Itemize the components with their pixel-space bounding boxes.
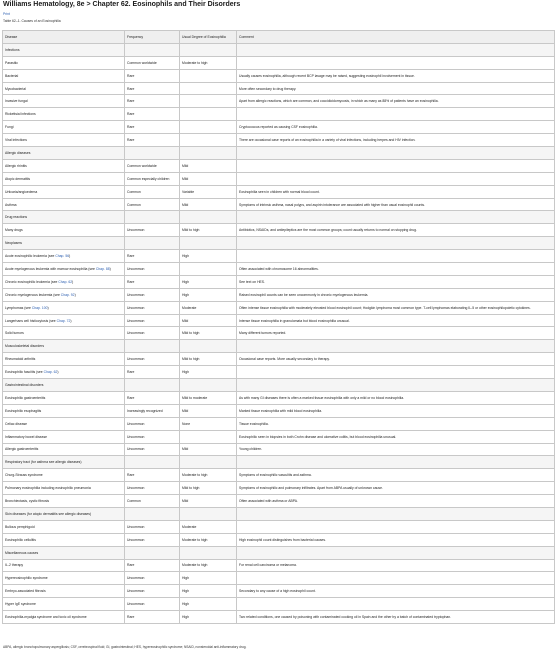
degree-cell: Mild to high [180, 482, 237, 495]
table-header-row [3, 31, 555, 44]
frequency-cell: Uncommon [125, 430, 180, 443]
frequency-cell: Uncommon [125, 263, 180, 276]
degree-cell [180, 430, 237, 443]
section-header-row [3, 379, 555, 392]
disease-cell [3, 263, 125, 276]
comment-cell: Symptoms of eosinophilic vasculitis and asthma. [237, 469, 555, 482]
degree-cell: High [180, 250, 237, 263]
degree-cell [180, 237, 237, 250]
comment-cell: Often intense tissue eosinophilia with moderately elevated blood eosinophil count; Hodgkin lymphoma most common type. T-cell lymphomas elaborating IL-5 or other eosinophilopoietic cytokines. [237, 301, 555, 314]
comment-cell: Symptoms of intrinsic asthma, nasal polyps, and aspirin intolerance are associated with higher than usual eosinophil counts. [237, 198, 555, 211]
degree-cell: Moderate [180, 520, 237, 533]
disease-cell [3, 288, 125, 301]
frequency-cell: Common [125, 495, 180, 508]
disease-cell: Parasitic [3, 56, 125, 69]
disease-cell: Solid tumors [3, 327, 125, 340]
frequency-cell [125, 211, 180, 224]
comment-cell: Eosinophilic seen in biopsies in both Crohn disease and ulcerative colitis, but blood eosinophilia unusual. [237, 430, 555, 443]
disease-cell [3, 314, 125, 327]
frequency-cell: Common [125, 198, 180, 211]
disease-cell: Many drugs [3, 224, 125, 237]
frequency-cell [125, 340, 180, 353]
section-title: Neoplasms [3, 237, 125, 250]
comment-cell [237, 520, 555, 533]
comment-cell [237, 456, 555, 469]
frequency-cell: Rare [125, 95, 180, 108]
table-row [3, 353, 555, 366]
comment-cell: Often associated with chromosome 16 abnormalities. [237, 263, 555, 276]
degree-cell [180, 546, 237, 559]
comment-cell: Raised eosinophil counts can be seen uncommonly in chronic myelogenous leukemia. [237, 288, 555, 301]
disease-cell: Asthma [3, 198, 125, 211]
degree-cell [180, 456, 237, 469]
frequency-cell: Uncommon [125, 327, 180, 340]
comment-cell: There are occasional case reports of an eosinophilia in a variety of viral infections, including herpes and HIV infection. [237, 134, 555, 147]
cell-text: ) [47, 305, 49, 310]
comment-cell: Antibiotics, NSAIDs, and antiepileptics are the most common groups; count usually returns to normal on stopping drug. [237, 224, 555, 237]
table-row [3, 69, 555, 82]
table-caption: Table 62–1. Causes of an Eosinophilia [3, 19, 61, 23]
frequency-cell: Rare [125, 366, 180, 379]
frequency-cell: Rare [125, 82, 180, 95]
table-row [3, 82, 555, 95]
cell-text: Acute myelogenous leukemia with marrow eosinophilia (see [5, 266, 96, 271]
comment-cell [237, 250, 555, 263]
disease-cell: Bacterial [3, 69, 125, 82]
section-title: Drug reactions [3, 211, 125, 224]
comment-cell [237, 507, 555, 520]
degree-cell: Mild to high [180, 327, 237, 340]
table-row [3, 263, 555, 276]
comment-cell: Intense tissue eosinophilia in granulomata but blood eosinophilia unusual. [237, 314, 555, 327]
degree-cell: High [180, 611, 237, 624]
frequency-cell: Rare [125, 134, 180, 147]
frequency-cell: Rare [125, 69, 180, 82]
degree-cell [180, 340, 237, 353]
table-row [3, 520, 555, 533]
table-row [3, 172, 555, 185]
disease-cell: Eosinophilic gastroenteritis [3, 391, 125, 404]
comment-cell: As with many GI diseases there is often a marked tissue eosinophilia with only a mild or no blood eosinophilia. [237, 391, 555, 404]
table-row [3, 598, 555, 611]
disease-cell: Rheumatoid arthritis [3, 353, 125, 366]
degree-cell: Mild [180, 443, 237, 456]
disease-cell: Embryo-associated fibrosis [3, 585, 125, 598]
section-title: Infections [3, 43, 125, 56]
comment-cell: Marked tissue eosinophilia with mild blood eosinophilia. [237, 404, 555, 417]
disease-cell: Bullous pemphigoid [3, 520, 125, 533]
frequency-cell: Uncommon [125, 301, 180, 314]
disease-cell: Inflammatory bowel disease [3, 430, 125, 443]
degree-cell: High [180, 288, 237, 301]
disease-cell: Rickettsial infections [3, 108, 125, 121]
degree-cell [180, 134, 237, 147]
degree-cell: Moderate to high [180, 469, 237, 482]
table-row [3, 366, 555, 379]
table-row [3, 443, 555, 456]
degree-cell: Moderate to high [180, 533, 237, 546]
frequency-cell: Rare [125, 391, 180, 404]
chapter-link[interactable]: Chap. 72 [56, 318, 71, 323]
degree-cell [180, 121, 237, 134]
print-link[interactable]: Print [3, 12, 10, 16]
table-row [3, 495, 555, 508]
frequency-cell: Rare [125, 275, 180, 288]
frequency-cell: Rare [125, 250, 180, 263]
comment-cell [237, 108, 555, 121]
chapter-link[interactable]: Chap. 62 [43, 370, 58, 375]
table-row [3, 417, 555, 430]
degree-cell: High [180, 598, 237, 611]
frequency-cell: Uncommon [125, 572, 180, 585]
chapter-link[interactable]: Chap. 88 [95, 266, 110, 271]
column-header-comment: Comment [237, 31, 555, 44]
section-title: Musculoskeletal disorders [3, 340, 125, 353]
cell-text: Chronic myelogenous leukemia (see [5, 292, 61, 297]
table-row [3, 572, 555, 585]
degree-cell: High [180, 572, 237, 585]
cell-text: ) [70, 318, 72, 323]
disease-cell: Urticaria/angioedema [3, 185, 125, 198]
disease-cell: IL-2 therapy [3, 559, 125, 572]
disease-cell: Eosinophilia-myalgia syndrome and toxic oil syndrome [3, 611, 125, 624]
chapter-link[interactable]: Chap. 100 [31, 305, 48, 310]
cell-text: ) [57, 370, 59, 375]
comment-cell: Secondary to any cause of a high eosinophil count. [237, 585, 555, 598]
degree-cell [180, 43, 237, 56]
table-row [3, 404, 555, 417]
cell-text: ) [69, 254, 71, 259]
degree-cell: Mild [180, 495, 237, 508]
degree-cell [180, 108, 237, 121]
degree-cell: Mild [180, 172, 237, 185]
table-footnote: ABPA, allergic bronchopulmonary aspergillosis; CSF, cerebrospinal fluid; GI, gastrointestinal; HES, hypereosinophilic syndrome; NSAID, nonsteroidal anti-inflammatory drug. [3, 645, 247, 649]
degree-cell: Mild [180, 159, 237, 172]
degree-cell: High [180, 585, 237, 598]
frequency-cell [125, 43, 180, 56]
degree-cell: Moderate [180, 301, 237, 314]
section-title: Miscellaneous causes [3, 546, 125, 559]
degree-cell [180, 95, 237, 108]
degree-cell: Mild [180, 404, 237, 417]
table-row [3, 198, 555, 211]
comment-cell [237, 147, 555, 160]
comment-cell: Apart from allergic reactions, which are common, and coccidioidomycosis, in which as many as 88% of patients have an eosinophilia. [237, 95, 555, 108]
frequency-cell: Increasingly recognized [125, 404, 180, 417]
disease-cell: Mycobacterial [3, 82, 125, 95]
cell-text: ) [72, 279, 74, 284]
disease-cell: Eosinophilic esophagitis [3, 404, 125, 417]
degree-cell [180, 507, 237, 520]
table-row [3, 611, 555, 624]
frequency-cell: Uncommon [125, 520, 180, 533]
frequency-cell [125, 237, 180, 250]
comment-cell [237, 211, 555, 224]
comment-cell: See text on HES. [237, 275, 555, 288]
cell-text: Eosinophilic fasciitis (see [5, 370, 44, 375]
disease-cell: Allergic gastroenteritis [3, 443, 125, 456]
comment-cell [237, 572, 555, 585]
disease-cell: Atopic dermatitis [3, 172, 125, 185]
column-header-frequency: Frequency [125, 31, 180, 44]
section-header-row [3, 147, 555, 160]
comment-cell: Symptoms of eosinophilic and pulmonary infiltrates. Apart from ABPA usually of unknown cause. [237, 482, 555, 495]
section-header-row [3, 546, 555, 559]
comment-cell [237, 56, 555, 69]
cell-text: ) [74, 292, 76, 297]
disease-cell: Fungi [3, 121, 125, 134]
section-title: Skin diseases (for atopic dermatitis see allergic diseases) [3, 507, 125, 520]
cell-text: Chronic eosinophilic leukemia (see [5, 279, 59, 284]
table-row [3, 533, 555, 546]
frequency-cell: Uncommon [125, 443, 180, 456]
comment-cell: Two related conditions, one caused by poisoning with contaminated cooking oil in Spain and the other by a batch of contaminated tryptophan. [237, 611, 555, 624]
frequency-cell: Uncommon [125, 482, 180, 495]
degree-cell [180, 211, 237, 224]
table-row [3, 559, 555, 572]
disease-cell: Viral infections [3, 134, 125, 147]
degree-cell [180, 69, 237, 82]
page-title: Williams Hematology, 8e > Chapter 62. Eosinophils and Their Disorders [3, 1, 241, 8]
table-row [3, 327, 555, 340]
degree-cell: Mild to moderate [180, 391, 237, 404]
section-header-row [3, 340, 555, 353]
degree-cell [180, 147, 237, 160]
comment-cell: Cryptococcus reported as causing CSF eosinophilia. [237, 121, 555, 134]
table-row [3, 469, 555, 482]
table-row [3, 482, 555, 495]
frequency-cell: Uncommon [125, 314, 180, 327]
disease-cell: Allergic rhinitis [3, 159, 125, 172]
comment-cell: Young children. [237, 443, 555, 456]
comment-cell: Tissue eosinophilia. [237, 417, 555, 430]
table-row [3, 430, 555, 443]
section-header-row [3, 43, 555, 56]
cell-text: Acute eosinophilic leukemia (see [5, 254, 56, 259]
frequency-cell: Common worldwide [125, 56, 180, 69]
cell-text: Langerhans cell histiocytosis (see [5, 318, 57, 323]
disease-cell [3, 275, 125, 288]
frequency-cell: Rare [125, 108, 180, 121]
table-row [3, 301, 555, 314]
frequency-cell [125, 546, 180, 559]
frequency-cell: Uncommon [125, 288, 180, 301]
comment-cell [237, 379, 555, 392]
comment-cell: For renal cell carcinoma or melanoma. [237, 559, 555, 572]
disease-cell: Eosinophilic cellulitis [3, 533, 125, 546]
frequency-cell: Uncommon [125, 533, 180, 546]
disease-cell: Hypereosinophilic syndrome [3, 572, 125, 585]
degree-cell: Moderate to high [180, 559, 237, 572]
section-title: Allergic diseases [3, 147, 125, 160]
disease-cell: Pulmonary eosinophilia including eosinophilic pneumonia [3, 482, 125, 495]
frequency-cell [125, 507, 180, 520]
comment-cell [237, 546, 555, 559]
chapter-link[interactable]: Chap. 92 [60, 292, 75, 297]
section-header-row [3, 456, 555, 469]
frequency-cell: Rare [125, 121, 180, 134]
section-header-row [3, 507, 555, 520]
degree-cell: Mild to high [180, 224, 237, 237]
degree-cell: None [180, 417, 237, 430]
chapter-link[interactable]: Chap. 56 [55, 254, 70, 259]
frequency-cell: Common [125, 185, 180, 198]
degree-cell: Mild [180, 198, 237, 211]
comment-cell: Eosinophilia seen in children with normal blood count. [237, 185, 555, 198]
table-row [3, 134, 555, 147]
disease-cell [3, 301, 125, 314]
comment-cell: Occasional case reports. More usually secondary to therapy. [237, 353, 555, 366]
table-body [3, 43, 555, 623]
comment-cell [237, 172, 555, 185]
comment-cell [237, 340, 555, 353]
degree-cell [180, 379, 237, 392]
section-header-row [3, 211, 555, 224]
comment-cell [237, 43, 555, 56]
table-row [3, 288, 555, 301]
comment-cell: More often secondary to drug therapy. [237, 82, 555, 95]
frequency-cell: Rare [125, 611, 180, 624]
cell-text: ) [109, 266, 111, 271]
frequency-cell: Uncommon [125, 585, 180, 598]
comment-cell: High eosinophil count distinguishes from bacterial causes. [237, 533, 555, 546]
comment-cell: Often associated with asthma or ABPA. [237, 495, 555, 508]
disease-cell: Celiac disease [3, 417, 125, 430]
degree-cell: High [180, 275, 237, 288]
chapter-link[interactable]: Chap. 62 [58, 279, 73, 284]
comment-cell [237, 366, 555, 379]
disease-cell [3, 366, 125, 379]
table-row [3, 159, 555, 172]
frequency-cell: Rare [125, 469, 180, 482]
disease-cell: Hyper IgE syndrome [3, 598, 125, 611]
table-row [3, 108, 555, 121]
frequency-cell: Uncommon [125, 353, 180, 366]
frequency-cell: Uncommon [125, 224, 180, 237]
frequency-cell: Uncommon [125, 417, 180, 430]
table-row [3, 585, 555, 598]
table-row [3, 391, 555, 404]
comment-cell [237, 598, 555, 611]
degree-cell: Mild to high [180, 353, 237, 366]
frequency-cell: Common especially children [125, 172, 180, 185]
degree-cell: Mild [180, 314, 237, 327]
section-title: Gastrointestinal disorders [3, 379, 125, 392]
comment-cell [237, 237, 555, 250]
frequency-cell: Rare [125, 559, 180, 572]
disease-cell: Bronchiectasis, cystic fibrosis [3, 495, 125, 508]
table-row [3, 95, 555, 108]
frequency-cell [125, 379, 180, 392]
degree-cell: Moderate to high [180, 56, 237, 69]
cell-text: Lymphomas (see [5, 305, 32, 310]
table-row [3, 275, 555, 288]
column-header-disease: Disease [3, 31, 125, 44]
section-header-row [3, 237, 555, 250]
comment-cell: Usually causes eosinophilia, although recent BCP lavage may be raised, suggesting eosinophil involvement in tissue. [237, 69, 555, 82]
table-row [3, 121, 555, 134]
frequency-cell: Uncommon [125, 598, 180, 611]
comment-cell [237, 159, 555, 172]
section-title: Respiratory tract (for asthma see allergic diseases) [3, 456, 125, 469]
comment-cell: Many different tumors reported. [237, 327, 555, 340]
disease-cell: Invasive fungal [3, 95, 125, 108]
degree-cell [180, 263, 237, 276]
frequency-cell [125, 456, 180, 469]
table-row [3, 224, 555, 237]
disease-cell: Churg-Strauss syndrome [3, 469, 125, 482]
degree-cell: Variable [180, 185, 237, 198]
table-row [3, 314, 555, 327]
column-header-degree: Usual Degree of Eosinophilia [180, 31, 237, 44]
causes-table [2, 30, 555, 624]
frequency-cell [125, 147, 180, 160]
frequency-cell: Common worldwide [125, 159, 180, 172]
table-row [3, 56, 555, 69]
degree-cell [180, 82, 237, 95]
disease-cell [3, 250, 125, 263]
degree-cell: High [180, 366, 237, 379]
table-row [3, 250, 555, 263]
table-row [3, 185, 555, 198]
